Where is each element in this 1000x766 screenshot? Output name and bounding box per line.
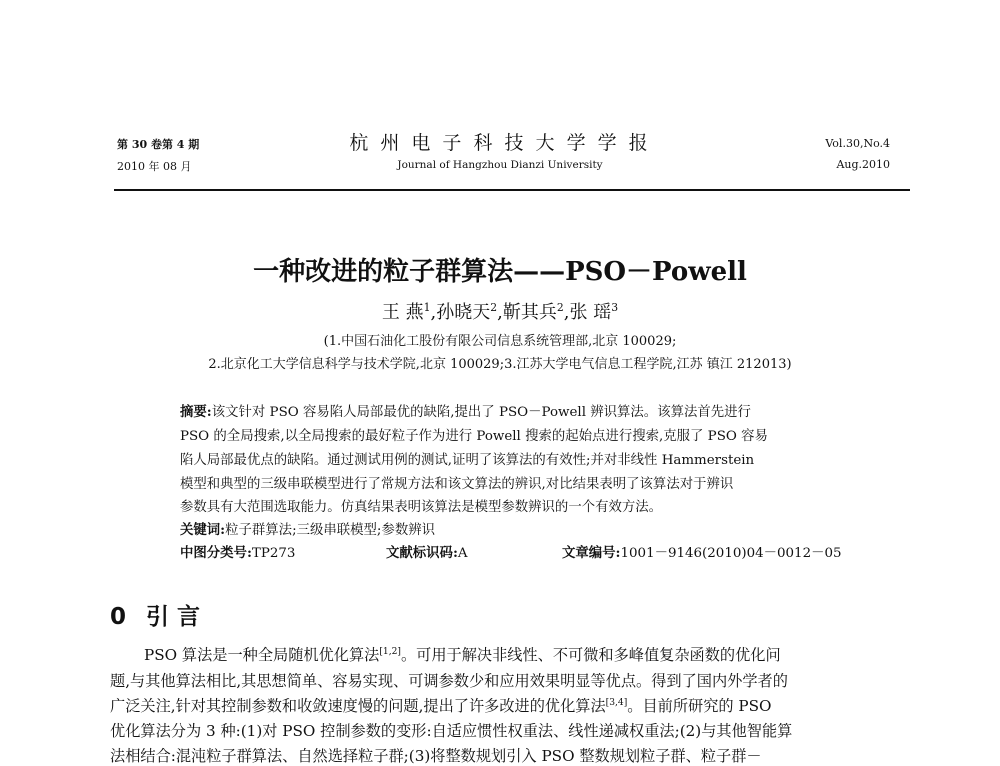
clc-value: TP273: [251, 546, 296, 561]
affiliation-line-2: 2.北京化工大学信息科学与技术学院,北京 100029;3.江苏大学电气信息工程学院,江苏 镇江 212013): [208, 357, 792, 372]
author-name: 张 瑶: [569, 302, 612, 323]
body-text: 。可用于解决非线性、不可微和多峰值复杂函数的优化问: [400, 646, 781, 664]
date-en: Aug.2010: [836, 158, 890, 171]
keywords-label: 关键词:: [180, 522, 226, 538]
citation: [1,2]: [379, 646, 401, 657]
section-number: 0: [110, 604, 127, 630]
abstract-line: 陷人局部最优点的缺陷。通过测试用例的测试,证明了该算法的有效性;并对非线性 Hammerstein: [180, 453, 755, 468]
author-affiliation-mark: 2: [490, 301, 498, 314]
body-text: PSO 算法是一种全局随机优化算法: [144, 646, 380, 664]
clc-label: 中图分类号:: [180, 545, 252, 561]
affiliation-line-1: (1.中国石油化工股份有限公司信息系统管理部,北京 100029;: [323, 334, 677, 349]
document-code-field: [386, 542, 468, 561]
body-text: 。目前所研究的 PSO: [627, 697, 772, 715]
author-affiliation-mark: 3: [611, 301, 619, 314]
body-text: 广泛关注,针对其控制参数和收敛速度慢的问题,提出了许多改进的优化算法: [110, 697, 606, 715]
article-number-label: 文章编号:: [562, 545, 621, 561]
abstract-text: 该文针对 PSO 容易陷人局部最优的缺陷,提出了 PSO－Powell 辨识算法。该算法首先进行: [211, 405, 751, 420]
volume-issue-cn: 第 30 卷第 4 期: [117, 138, 200, 151]
abstract-line: 参数具有大范围选取能力。仿真结果表明该算法是模型参数辨识的一个有效方法。: [180, 500, 663, 515]
article-number-field: [562, 542, 842, 561]
author-affiliation-mark: 1: [423, 301, 431, 314]
author-affiliation-mark: 2: [556, 301, 564, 314]
author-name: 靳其兵: [502, 302, 557, 323]
section-title: 引 言: [146, 604, 201, 630]
keywords-text: 粒子群算法;三级串联模型;参数辨识: [225, 523, 436, 538]
volume-issue-en: Vol.30,No.4: [825, 137, 890, 150]
author-name: 孙晓天: [436, 302, 491, 323]
abstract-line: [180, 401, 751, 420]
header-rule: [114, 189, 910, 191]
body-line: 法相结合:混沌粒子群算法、自然选择粒子群;(3)将整数规划引入 PSO 整数规划粒子群、粒子群－: [110, 747, 762, 765]
author-list: 王 燕$^1$,孙晓天$^2$,靳其兵$^2$,张 瑶$^3$: [381, 301, 619, 323]
author-name: 王 燕: [381, 302, 424, 323]
section-heading: [110, 598, 200, 631]
abstract-line: 模型和典型的三级串联模型进行了常规方法和该文算法的辨识,对比结果表明了该算法对于辨识: [180, 477, 734, 492]
document-code-label: 文献标识码:: [386, 545, 458, 561]
date-cn: 2010 年 08 月: [117, 160, 192, 173]
clc-field: [180, 542, 295, 561]
body-line: [144, 644, 781, 665]
citation: [3,4]: [605, 697, 628, 708]
body-line: 优化算法分为 3 种:(1)对 PSO 控制参数的变形:自适应惯性权重法、线性递减权重法;(2)与其他智能算: [110, 722, 793, 740]
document-code-value: A: [457, 546, 468, 561]
article-number-value: 1001－9146(2010)04－0012－05: [620, 546, 842, 561]
abstract-line: PSO 的全局搜索,以全局搜索的最好粒子作为进行 Powell 搜索的起始点进行搜索,克服了 PSO 容易: [180, 429, 768, 444]
keywords-line: [180, 519, 435, 538]
paper-title: 一种改进的粒子群算法——PSO－Powell: [253, 257, 747, 287]
body-line: [110, 695, 771, 716]
body-line: 题,与其他算法相比,其思想简单、容易实现、可调参数少和应用效果明显等优点。得到了国内外学者的: [110, 672, 788, 690]
abstract-label: 摘要:: [180, 404, 212, 420]
journal-title-cn: 杭 州 电 子 科 技 大 学 学 报: [349, 132, 651, 154]
journal-title-en: Journal of Hangzhou Dianzi University: [397, 159, 603, 171]
